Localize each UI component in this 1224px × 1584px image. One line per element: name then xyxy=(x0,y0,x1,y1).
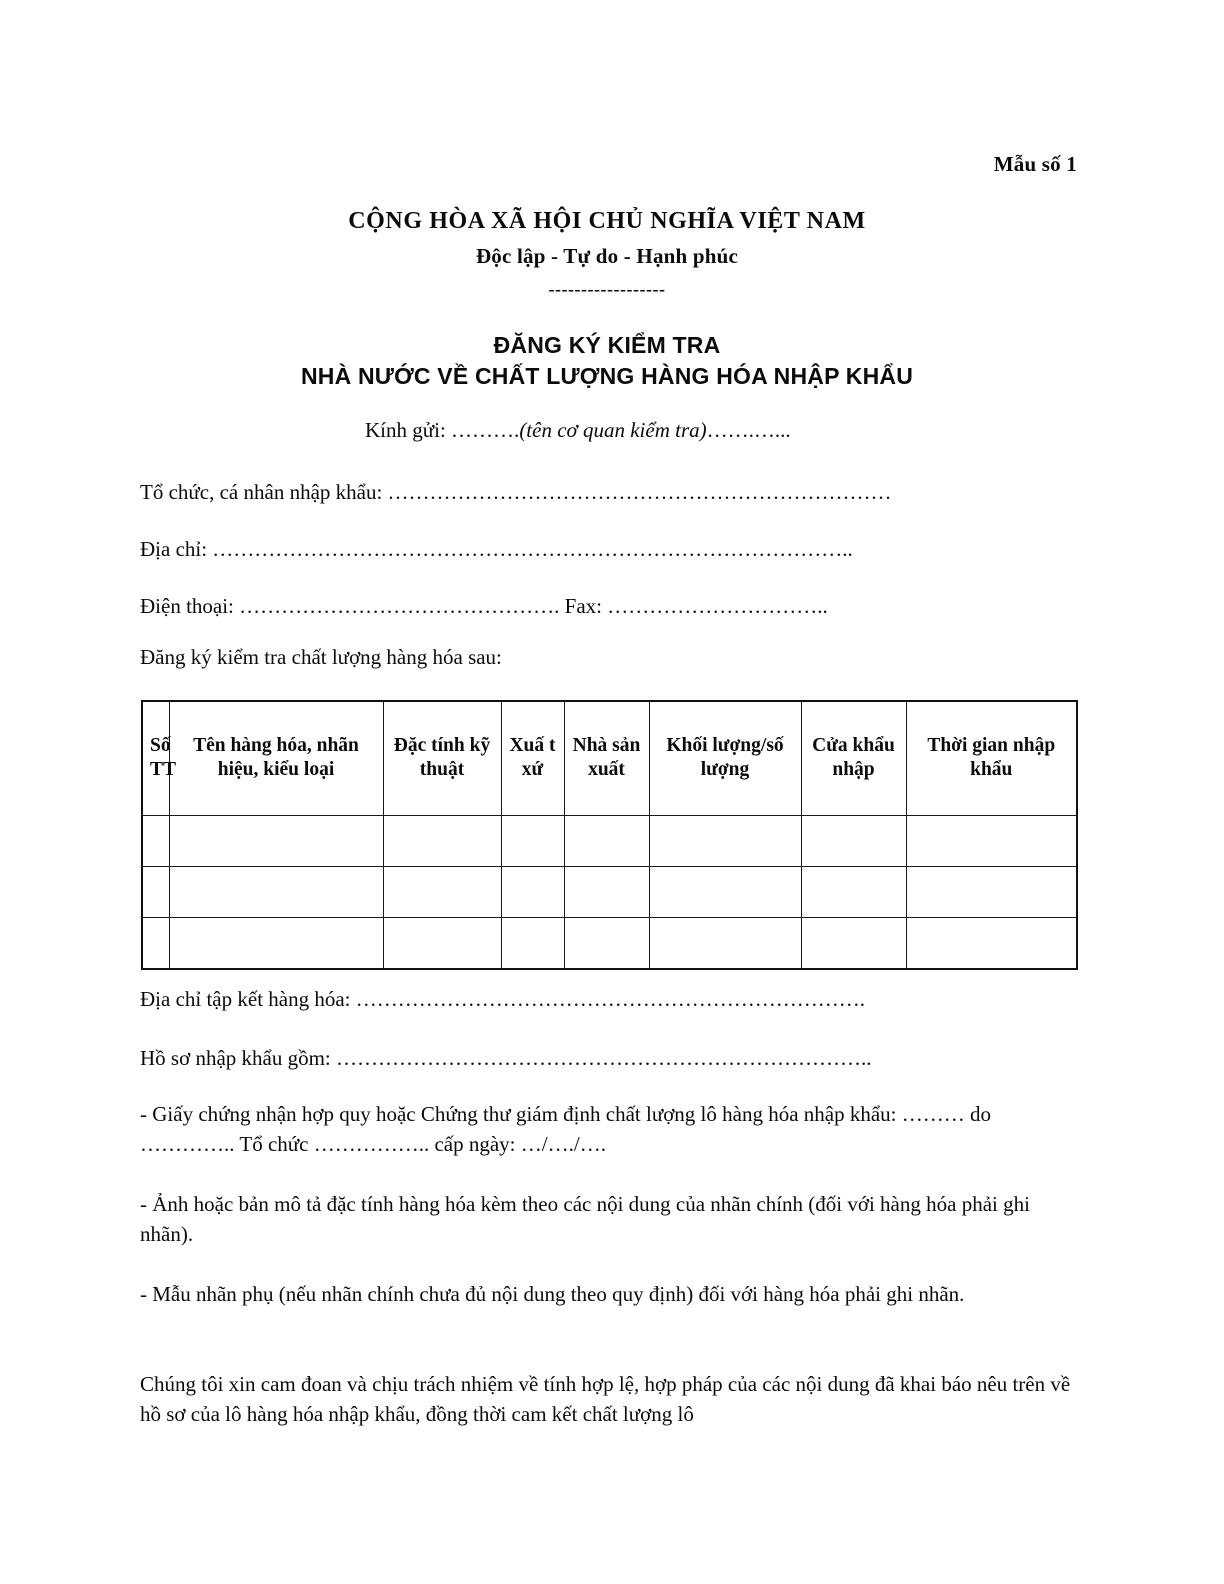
column-header-origin: Xuấ t xứ xyxy=(501,701,564,815)
importer-field[interactable]: Tổ chức, cá nhân nhập khẩu: ……………………………………………………………… xyxy=(140,480,892,504)
column-header-stt: Số TT xyxy=(142,701,169,815)
table-row xyxy=(142,815,1077,866)
table-cell[interactable] xyxy=(383,815,501,866)
national-motto: Độc lập - Tự do - Hạnh phúc xyxy=(475,244,739,268)
table-cell[interactable] xyxy=(906,917,1077,969)
table-cell[interactable] xyxy=(649,917,801,969)
addressee-line xyxy=(365,418,791,443)
table-cell[interactable] xyxy=(649,815,801,866)
table-cell[interactable] xyxy=(383,917,501,969)
national-heading xyxy=(137,208,1077,300)
table-cell[interactable] xyxy=(383,866,501,917)
table-cell[interactable] xyxy=(801,917,906,969)
document-title xyxy=(137,330,1077,391)
form-number-label: Mẫu số 1 xyxy=(993,152,1077,176)
gathering-address-field[interactable]: Địa chỉ tập kết hàng hóa: ………………………………………………………………. xyxy=(140,987,866,1011)
dossier-field[interactable]: Hồ sơ nhập khẩu gồm: ………………………………………………………………….. xyxy=(140,1046,872,1070)
registration-intro: Đăng ký kiểm tra chất lượng hàng hóa sau: xyxy=(140,645,502,669)
column-header-goods-name: Tên hàng hóa, nhãn hiệu, kiểu loại xyxy=(169,701,383,815)
declaration-paragraph: Chúng tôi xin cam đoan và chịu trách nhiệm về tính hợp lệ, hợp pháp của các nội dung đã khai báo nêu trên về hồ sơ của lô hàng hóa nhập khẩu, đồng thời cam kết chất lượng lô xyxy=(140,1372,1071,1426)
table-cell[interactable] xyxy=(142,866,169,917)
table-cell[interactable] xyxy=(169,866,383,917)
goods-table xyxy=(141,700,1078,970)
table-cell[interactable] xyxy=(169,917,383,969)
addressee-hint: (tên cơ quan kiểm tra) xyxy=(519,418,707,442)
table-cell[interactable] xyxy=(501,917,564,969)
dossier-item-photo-description: - Ảnh hoặc bản mô tả đặc tính hàng hóa kèm theo các nội dung của nhãn chính (đối với hàng hóa phải ghi nhãn). xyxy=(140,1192,1030,1246)
document-title-line-1: ĐĂNG KÝ KIỂM TRA xyxy=(493,332,721,358)
dossier-item-certificate: - Giấy chứng nhận hợp quy hoặc Chứng thư giám định chất lượng lô hàng hóa nhập khẩu: ……… do ………….. Tổ chức …………….. cấp ngày: …/…./…. xyxy=(140,1102,992,1156)
goods-table-wrapper xyxy=(141,700,1076,970)
table-cell[interactable] xyxy=(142,917,169,969)
column-header-import-time: Thời gian nhập khẩu xyxy=(906,701,1077,815)
table-cell[interactable] xyxy=(564,815,649,866)
table-cell[interactable] xyxy=(564,866,649,917)
table-cell[interactable] xyxy=(801,866,906,917)
column-header-technical-spec: Đặc tính kỹ thuật xyxy=(383,701,501,815)
country-name: CỘNG HÒA XÃ HỘI CHỦ NGHĨA VIỆT NAM xyxy=(348,208,866,234)
addressee-trailing-dots: …….…... xyxy=(706,418,791,442)
table-cell[interactable] xyxy=(564,917,649,969)
table-cell[interactable] xyxy=(649,866,801,917)
heading-separator: ------------------ xyxy=(548,279,666,299)
addressee-label: Kính gửi: ………. xyxy=(365,418,520,442)
column-header-manufacturer: Nhà sản xuất xyxy=(564,701,649,815)
table-cell[interactable] xyxy=(906,815,1077,866)
address-field[interactable]: Địa chỉ: ……………………………………………………………………………….. xyxy=(140,537,853,561)
table-cell[interactable] xyxy=(501,866,564,917)
goods-table-header-row xyxy=(142,701,1077,815)
column-header-quantity: Khối lượng/số lượng xyxy=(649,701,801,815)
table-cell[interactable] xyxy=(801,815,906,866)
dossier-item-sub-label: - Mẫu nhãn phụ (nếu nhãn chính chưa đủ nội dung theo quy định) đối với hàng hóa phải ghi nhãn. xyxy=(140,1282,965,1306)
column-header-entry-port: Cửa khẩu nhập xyxy=(801,701,906,815)
phone-fax-field[interactable]: Điện thoại: ………………………………………. Fax: ………………………….. xyxy=(140,594,828,618)
table-cell[interactable] xyxy=(142,815,169,866)
table-cell[interactable] xyxy=(501,815,564,866)
table-cell[interactable] xyxy=(169,815,383,866)
table-cell[interactable] xyxy=(906,866,1077,917)
document-title-line-2: NHÀ NƯỚC VỀ CHẤT LƯỢNG HÀNG HÓA NHẬP KHẨU xyxy=(300,362,914,389)
table-row xyxy=(142,917,1077,969)
table-row xyxy=(142,866,1077,917)
